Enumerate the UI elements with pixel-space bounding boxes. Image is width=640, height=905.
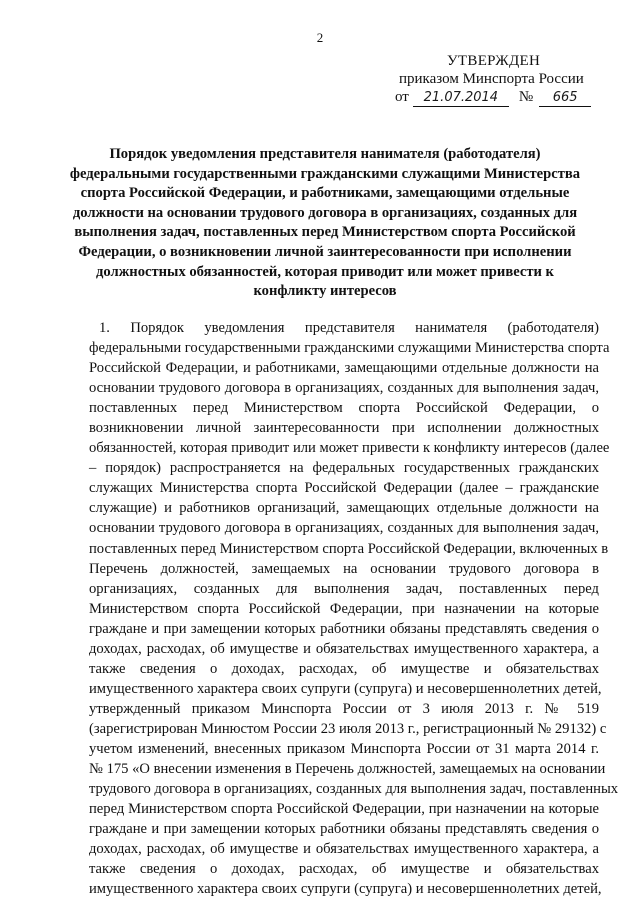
approval-order-line: приказом Минспорта России <box>399 71 584 87</box>
body-text-line: основании трудового договора в организациях, созданных для выполнения задач, <box>89 520 599 537</box>
body-text-line: также сведения о доходах, расходах, об имуществе и обязательствах <box>89 660 599 677</box>
page-number: 2 <box>316 30 324 45</box>
body-text-line: основании трудового договора в организациях, созданных для выполнения задач, <box>89 380 599 397</box>
handwritten-date: 21.07.2014 <box>413 90 509 107</box>
body-text-line: доходах, расходах, об имуществе и обязательствах имущественного характера, а <box>89 841 599 858</box>
document-body <box>89 318 619 899</box>
body-text-line: Перечень должностей, замещаемых на основании трудового договора в <box>89 560 599 577</box>
body-text-line: организациях, созданных для выполнения задач, поставленных перед <box>89 580 599 597</box>
body-text-line: перед Министерством спорта Российской Федерации, при назначении на которые <box>89 801 599 818</box>
body-text-line: Министерством спорта Российской Федерации, при назначении на которые <box>89 600 599 617</box>
title-line: выполнения задач, поставленных перед Министерством спорта Российской <box>74 224 576 241</box>
title-line: Федерации, о возникновении личной заинтересованности при исполнении <box>78 243 572 260</box>
from-label: от <box>395 89 409 105</box>
body-text-line: возникновении личной заинтересованности при исполнении должностных <box>89 420 599 437</box>
body-text-line: утвержденный приказом Минспорта России от 3 июля 2013 г. № 519 <box>89 700 599 717</box>
title-line: федеральными государственными гражданскими служащими Министерства <box>69 165 581 182</box>
body-text-line: трудового договора в организациях, созданных для выполнения задач, поставленных <box>89 781 619 798</box>
body-text-line: имущественного характера своих супруги (супруга) и несовершеннолетних детей, <box>89 881 602 898</box>
handwritten-number: 665 <box>539 90 591 107</box>
body-text-line: поставленных перед Министерством спорта Российской Федерации, о <box>89 400 599 417</box>
approval-stamp-block <box>395 52 595 107</box>
body-text-line: также сведения о доходах, расходах, об имуществе и обязательствах <box>89 861 599 878</box>
body-text-line: № 175 «О внесении изменения в Перечень должностей, замещаемых на основании <box>89 761 606 778</box>
title-line: Порядок уведомления представителя нанимателя (работодателя) <box>109 146 541 162</box>
approval-date-number-line <box>395 88 595 107</box>
body-text-line: граждане и при замещении которых работники обязаны представлять сведения о <box>89 821 599 838</box>
number-label: № <box>518 89 534 105</box>
body-text-line: служащих Министерства спорта Российской Федерации (далее – гражданские <box>89 480 599 497</box>
body-text-line: (зарегистрирован Минюстом России 23 июля 2013 г., регистрационный № 29132) с <box>89 720 607 737</box>
title-line: должности на основании трудового договора в организациях, созданных для <box>72 204 578 221</box>
body-text-line: Российской Федерации, и работниками, замещающими отдельные должности на <box>89 360 599 377</box>
body-text-line: граждане и при замещении которых работники обязаны представлять сведения о <box>89 620 599 637</box>
body-text-line: – порядок) распространяется на федеральных государственных гражданских <box>89 460 599 477</box>
body-text-line: учетом изменений, внесенных приказом Минспорта России от 31 марта 2014 г. <box>89 740 599 757</box>
title-line: конфликту интересов <box>253 283 397 300</box>
title-line: должностных обязанностей, которая приводит или может привести к <box>96 263 554 280</box>
title-line: спорта Российской Федерации, и работниками, замещающими отдельные <box>80 185 570 202</box>
document-title <box>60 145 590 302</box>
body-text-line: обязанностей, которая приводит или может привести к конфликту интересов (далее <box>89 440 610 457</box>
body-text-line: федеральными государственными гражданскими служащими Министерства спорта <box>89 340 610 357</box>
body-text-line: 1. Порядок уведомления представителя нанимателя (работодателя) <box>99 320 599 336</box>
approval-heading: УТВЕРЖДЕН <box>447 53 541 69</box>
body-text-line: имущественного характера своих супруги (супруга) и несовершеннолетних детей, <box>89 680 602 697</box>
body-text-line: служащие) и работников организаций, замещающих отдельные должности на <box>89 500 599 517</box>
body-text-line: поставленных перед Министерством спорта Российской Федерации, включенных в <box>89 540 609 557</box>
body-text-line: доходах, расходах, об имуществе и обязательствах имущественного характера, а <box>89 640 599 657</box>
